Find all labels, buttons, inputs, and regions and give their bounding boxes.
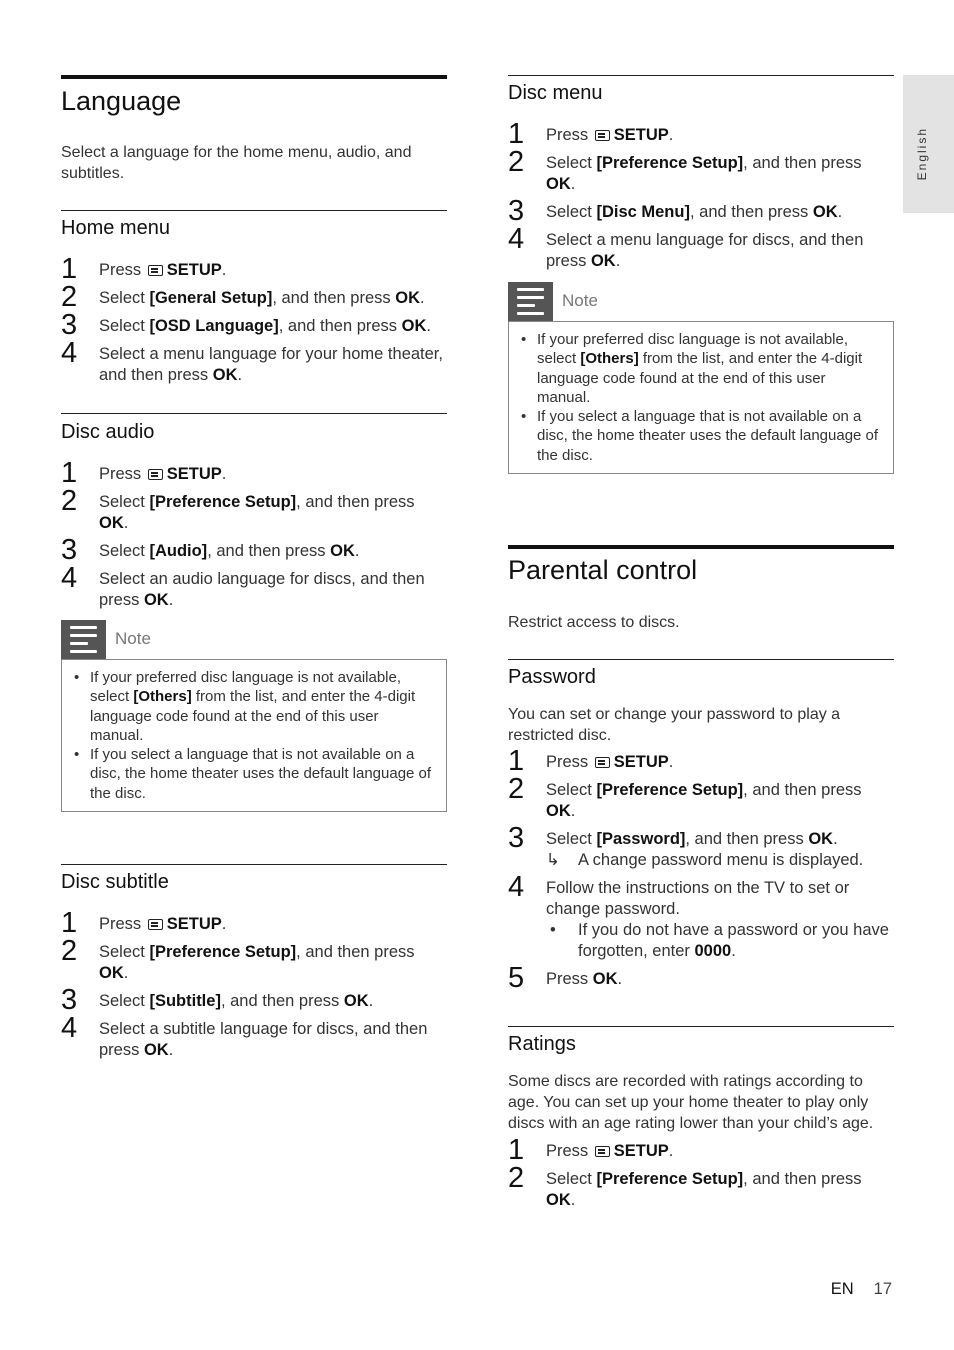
note-icon xyxy=(61,620,106,659)
step-text: Select xyxy=(99,943,150,961)
step-keyword: OK xyxy=(212,366,238,384)
step-keyword: OK xyxy=(546,802,571,820)
step-text: , and then press xyxy=(743,154,862,172)
step-keyword: OK xyxy=(99,514,124,532)
language-title: Language xyxy=(61,86,182,116)
step-keyword: [Audio] xyxy=(149,542,208,560)
step-number: 1 xyxy=(508,745,525,777)
step-text: Select xyxy=(546,203,597,221)
step-keyword: SETUP xyxy=(613,1142,669,1160)
step-number: 1 xyxy=(508,118,525,150)
step-text: Select xyxy=(546,781,597,799)
step-item xyxy=(508,1162,894,1211)
note-icon-line xyxy=(70,626,97,629)
step-number: 2 xyxy=(61,485,78,517)
step-keyword: OK xyxy=(99,964,124,982)
step-text: Select a subtitle language for discs, and then press xyxy=(99,1020,428,1059)
step-keyword: OK xyxy=(590,252,616,270)
step-text: . xyxy=(368,992,374,1010)
step-text: . xyxy=(221,261,227,279)
step-item xyxy=(61,562,447,611)
step-keyword: SETUP xyxy=(613,753,669,771)
step-text: Select xyxy=(99,289,150,307)
password-title: Password xyxy=(508,666,596,688)
step-text: Select xyxy=(546,1170,597,1188)
note-label: Note xyxy=(562,291,598,310)
step-text: . xyxy=(168,591,174,609)
step-text: , and then press xyxy=(743,1170,862,1188)
note-text: If you select a language that is not available on a disc, the home theater uses the default language of the disc. xyxy=(537,408,879,464)
step-item xyxy=(61,534,447,566)
home-menu-steps xyxy=(61,253,447,393)
ratings-intro: Some discs are recorded with ratings according to age. You can set up your home theater to play only discs with an age rating lower than your child’s age. xyxy=(508,1073,874,1132)
note-item xyxy=(72,745,436,803)
home-menu-title: Home menu xyxy=(61,217,170,239)
step-text: , and then press xyxy=(207,542,331,560)
step-text: Follow the instructions on the TV to set or change password. xyxy=(546,879,850,918)
step-text: . xyxy=(668,1142,674,1160)
step-text: . xyxy=(617,970,623,988)
step-number: 1 xyxy=(61,457,78,489)
disc-menu-title: Disc menu xyxy=(508,82,603,104)
step-text: Press xyxy=(99,915,146,933)
divider xyxy=(61,210,447,211)
step-keyword: OK xyxy=(401,317,427,335)
note-item xyxy=(519,330,883,407)
note-box-menu xyxy=(508,282,894,474)
step-text: . xyxy=(123,514,129,532)
step-text: , and then press xyxy=(689,203,813,221)
step-text: . xyxy=(570,175,576,193)
note-list xyxy=(519,330,883,465)
language-side-tab xyxy=(903,75,954,213)
note-header xyxy=(508,282,894,321)
divider xyxy=(508,75,894,76)
step-number: 2 xyxy=(61,935,78,967)
disc-audio-steps xyxy=(61,457,447,618)
divider xyxy=(508,659,894,660)
password-steps xyxy=(508,745,894,997)
ratings-steps xyxy=(508,1134,894,1218)
footer-lang: EN xyxy=(830,1280,854,1298)
step-item xyxy=(61,907,447,939)
subnote-text: If you do not have a password or you have forgotten, enter xyxy=(578,921,889,960)
divider xyxy=(61,413,447,414)
result-text: A change password menu is displayed. xyxy=(578,851,864,869)
step-text: Press xyxy=(546,126,593,144)
step-keyword: OK xyxy=(546,175,571,193)
step-keyword: SETUP xyxy=(166,465,222,483)
step-number: 1 xyxy=(508,1134,525,1166)
note-icon-line xyxy=(517,296,544,299)
step-keyword: SETUP xyxy=(613,126,669,144)
step-keyword: OK xyxy=(330,542,355,560)
note-text: If your preferred disc language is not available, select xyxy=(537,331,849,368)
step-item xyxy=(61,281,447,313)
step-number: 1 xyxy=(61,907,78,939)
step-number: 4 xyxy=(508,223,525,255)
step-text: . xyxy=(419,289,425,307)
note-keyword: [Others] xyxy=(580,350,639,368)
step-item xyxy=(61,1012,447,1061)
step-keyword: [Preference Setup] xyxy=(596,154,744,172)
step-keyword: [Password] xyxy=(596,830,686,848)
step-text: Select xyxy=(99,493,150,511)
page-number: 17 xyxy=(873,1280,892,1298)
step-text: . xyxy=(668,126,674,144)
step-item xyxy=(508,146,894,195)
disc-subtitle-steps xyxy=(61,907,447,1068)
note-text: If your preferred disc language is not available, select xyxy=(90,669,402,706)
disc-subtitle-title: Disc subtitle xyxy=(61,871,169,893)
step-item xyxy=(508,118,894,150)
ratings-title: Ratings xyxy=(508,1033,576,1055)
note-icon-line xyxy=(70,634,97,637)
disc-menu-steps xyxy=(508,118,894,279)
step-number: 3 xyxy=(61,984,78,1016)
disc-audio-title: Disc audio xyxy=(61,421,155,443)
step-subnote xyxy=(546,920,894,962)
step-item xyxy=(508,962,894,994)
step-number: 3 xyxy=(61,309,78,341)
result-arrow-icon: ↳ xyxy=(546,851,560,869)
step-text: Press xyxy=(99,261,146,279)
step-number: 4 xyxy=(61,562,78,594)
step-item xyxy=(61,309,447,341)
divider xyxy=(508,1026,894,1027)
step-text: , and then press xyxy=(278,317,402,335)
note-text: from the list, and enter the 4-digit language code found at the end of this user manual. xyxy=(537,350,863,406)
step-text: . xyxy=(833,830,838,848)
step-text: . xyxy=(221,915,227,933)
step-text: . xyxy=(168,1041,174,1059)
step-text: , and then press xyxy=(743,781,862,799)
step-keyword: [Preference Setup] xyxy=(149,493,297,511)
step-keyword: [General Setup] xyxy=(149,289,273,307)
step-keyword: OK xyxy=(343,992,369,1010)
step-keyword: OK xyxy=(143,1041,169,1059)
step-text: Select a menu language for discs, and then press xyxy=(546,231,864,270)
setup-icon xyxy=(595,1146,610,1157)
step-keyword: [Subtitle] xyxy=(149,992,221,1010)
step-item xyxy=(61,337,447,386)
step-text: Press xyxy=(546,753,593,771)
note-icon-line xyxy=(517,304,535,307)
note-icon xyxy=(508,282,553,321)
step-number: 1 xyxy=(61,253,78,285)
note-icon-line xyxy=(517,312,544,315)
step-text: Press xyxy=(546,1142,593,1160)
note-keyword: [Others] xyxy=(133,688,192,706)
step-number: 2 xyxy=(508,1162,525,1194)
step-item xyxy=(508,195,894,227)
divider xyxy=(61,864,447,865)
note-icon-line xyxy=(70,642,88,645)
step-text: Select xyxy=(99,317,150,335)
step-number: 2 xyxy=(61,281,78,313)
step-text: . xyxy=(570,1191,576,1209)
step-keyword: OK xyxy=(395,289,420,307)
step-item xyxy=(61,935,447,984)
divider xyxy=(508,545,894,549)
step-text: , and then press xyxy=(296,943,415,961)
step-text: Press xyxy=(546,970,593,988)
step-text: , and then press xyxy=(220,992,344,1010)
note-body xyxy=(61,659,447,812)
step-text: Select an audio language for discs, and then press xyxy=(99,570,425,609)
step-text: , and then press xyxy=(296,493,415,511)
setup-icon xyxy=(595,757,610,768)
note-box-audio xyxy=(61,620,447,812)
step-item xyxy=(61,485,447,534)
step-text: Press xyxy=(99,465,146,483)
step-number: 5 xyxy=(508,962,525,994)
step-text: Select xyxy=(99,542,150,560)
step-keyword: [Preference Setup] xyxy=(149,943,297,961)
step-keyword: SETUP xyxy=(166,261,222,279)
step-text: Select xyxy=(99,992,150,1010)
step-text: . xyxy=(237,366,243,384)
setup-icon xyxy=(148,265,163,276)
step-item xyxy=(508,822,894,871)
note-list xyxy=(72,668,436,803)
note-item xyxy=(72,668,436,745)
step-keyword: [OSD Language] xyxy=(149,317,279,335)
step-item xyxy=(508,871,894,962)
setup-icon xyxy=(148,919,163,930)
step-keyword: SETUP xyxy=(166,915,222,933)
setup-icon xyxy=(148,469,163,480)
note-item xyxy=(519,407,883,465)
step-text: . xyxy=(354,542,360,560)
note-header xyxy=(61,620,447,659)
language-intro: Select a language for the home menu, audio, and subtitles. xyxy=(61,144,412,182)
step-text: , and then press xyxy=(272,289,396,307)
step-number: 2 xyxy=(508,773,525,805)
step-text: . xyxy=(615,252,621,270)
step-keyword: OK xyxy=(812,203,838,221)
step-text: Select a menu language for your home theater, and then press xyxy=(99,345,443,384)
note-label: Note xyxy=(115,629,151,648)
step-number: 4 xyxy=(61,337,78,369)
divider xyxy=(61,75,447,79)
step-number: 2 xyxy=(508,146,525,178)
note-icon-line xyxy=(70,650,97,653)
step-item xyxy=(61,984,447,1016)
step-keyword: [Preference Setup] xyxy=(596,781,744,799)
note-body xyxy=(508,321,894,474)
step-keyword: OK xyxy=(808,830,834,848)
step-number: 3 xyxy=(508,195,525,227)
step-keyword: OK xyxy=(592,970,618,988)
subnote-text: . xyxy=(731,942,736,960)
step-item xyxy=(508,223,894,272)
step-item xyxy=(508,773,894,822)
step-keyword: [Disc Menu] xyxy=(596,203,690,221)
step-item xyxy=(61,253,447,285)
parental-intro: Restrict access to discs. xyxy=(508,614,680,631)
parental-title: Parental control xyxy=(508,555,698,585)
step-text: . xyxy=(221,465,227,483)
page-footer xyxy=(831,1280,892,1299)
step-item xyxy=(61,457,447,489)
bullet-icon: • xyxy=(550,921,556,939)
step-item xyxy=(508,1134,894,1166)
step-keyword: OK xyxy=(546,1191,571,1209)
step-keyword: OK xyxy=(143,591,169,609)
step-number: 3 xyxy=(61,534,78,566)
setup-icon xyxy=(595,130,610,141)
step-item xyxy=(508,745,894,777)
step-result xyxy=(546,850,894,871)
step-text: . xyxy=(668,753,674,771)
step-text: Select xyxy=(546,154,597,172)
step-keyword: [Preference Setup] xyxy=(596,1170,744,1188)
step-number: 3 xyxy=(508,822,525,854)
note-text: from the list, and enter the 4-digit language code found at the end of this user manual. xyxy=(90,688,416,744)
step-text: , and then press xyxy=(685,830,809,848)
subnote-keyword: 0000 xyxy=(694,942,732,960)
step-text: . xyxy=(837,203,843,221)
step-number: 4 xyxy=(61,1012,78,1044)
step-text: . xyxy=(426,317,431,335)
note-icon-line xyxy=(517,288,544,291)
side-tab-label: English xyxy=(915,127,929,181)
step-number: 4 xyxy=(508,871,525,903)
note-text: If you select a language that is not available on a disc, the home theater uses the default language of the disc. xyxy=(90,746,432,802)
step-text: Select xyxy=(546,830,597,848)
step-text: . xyxy=(123,964,129,982)
step-text: . xyxy=(570,802,576,820)
password-intro: You can set or change your password to play a restricted disc. xyxy=(508,706,841,744)
